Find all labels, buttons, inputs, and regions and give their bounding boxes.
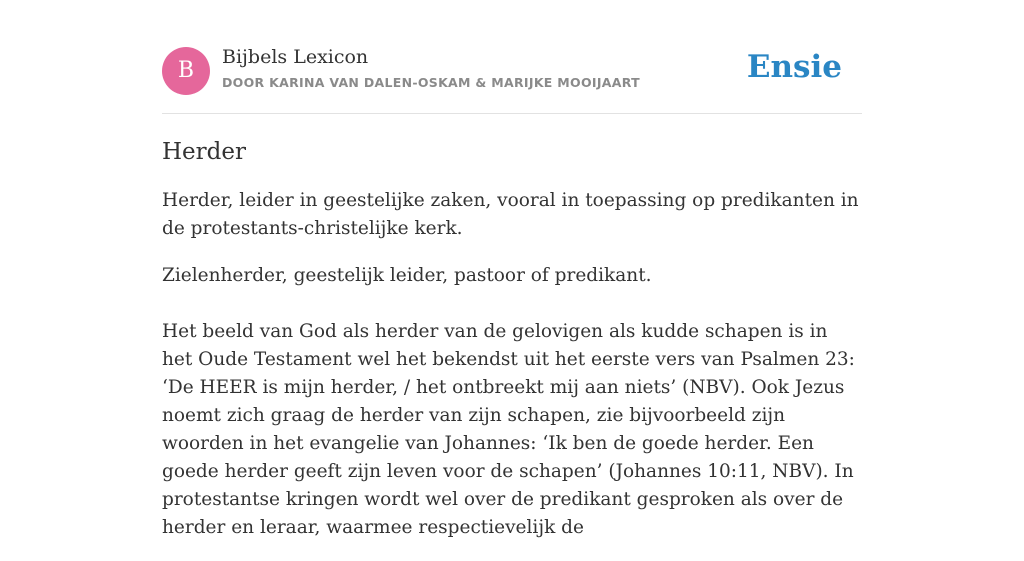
entry-content [162,133,862,561]
avatar[interactable]: B [162,47,210,95]
ensie-logo[interactable]: Ensie [746,49,842,85]
definition-2: Zielenherder, geestelijk leider, pastoor of predikant. [162,265,652,286]
entry-body: Het beeld van God als herder van de gelovigen als kudde schapen is in het Oude Testament wel het bekendst uit het eerste vers van Psalmen 23: ‘De HEER is mijn herder, / het ontbreekt mij aan niets’ (NBV). Ook Jezus noemt zich graag de herder van zijn schapen, zie bijvoorbeeld zijn woorden in het evangelie van Johannes: ‘Ik ben de goede herder. Een goede herder geeft zijn leven voor de schapen’ (Johannes 10:11, NBV). In protestantse kringen wordt wel over de predikant gesproken als over de herder en leraar, waarmee respectievelijk de [162,321,855,538]
authors-byline: DOOR KARINA VAN DALEN-OSKAM & MARIJKE MOOIJAART [222,75,640,90]
book-title[interactable]: Bijbels Lexicon [222,46,369,68]
entry-title: Herder [162,139,246,165]
header [162,45,862,113]
header-divider [162,113,862,114]
definition-1: Herder, leider in geestelijke zaken, vooral in toepassing op predikanten in de protestants-christelijke kerk. [162,190,859,239]
